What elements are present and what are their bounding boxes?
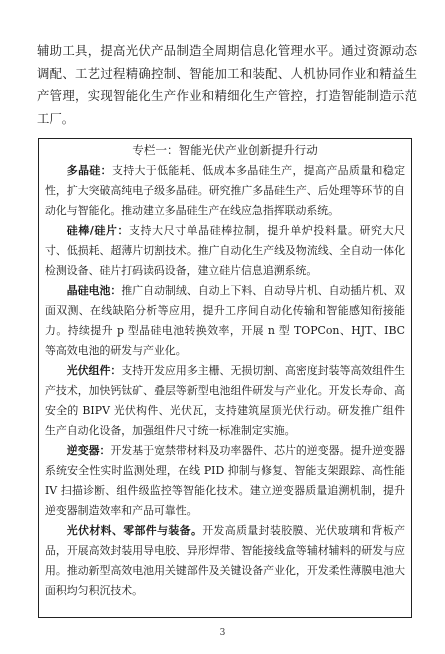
section-text: 支持大尺寸单晶硅棒拉制，提升单炉投料量。研究大尺寸、低损耗、超薄片切割技术。推广自动化生产线及物流线、全自动一体化检测设备、硅片打码读码设备，建立硅片信息追溯系统。	[45, 224, 405, 277]
column-box	[38, 138, 412, 618]
intro-paragraph: 辅助工具，提高光伏产品制造全周期信息化管理水平。通过资源动态调配、工艺过程精确控制、智能加工和装配、人机协同作业和精益生产管理，实现智能化生产作业和精细化生产管控，打造智能制造示范工厂。	[37, 43, 417, 126]
section-lead: 光伏组件：	[66, 364, 122, 377]
section-text: 支持大于低能耗、低成本多晶硅生产，提高产品质量和稳定性，扩大突破高纯电子级多晶硅。研究推广多晶硅生产、后处理等环节的自动化与智能化。推动建立多晶硅生产在线应急指挥联动系统。	[45, 164, 405, 217]
section-materials	[45, 521, 405, 601]
section-inverter	[45, 441, 405, 521]
section-ingot-wafer	[45, 221, 405, 281]
section-text: 支持开发应用多主栅、无损切割、高密度封装等高效组件生产技术，加快钙钛矿、叠层等新型电池组件研发与产业化。开发长寿命、高安全的 BIPV 光伏构件、光伏瓦，支持建筑屋顶光伏行动。研发推广组件生产自动化设备，加强组件尺寸统一标准制定实施。	[45, 364, 405, 437]
section-polysilicon	[45, 161, 405, 221]
section-lead: 逆变器：	[66, 444, 111, 457]
section-cell	[45, 281, 405, 361]
section-text: 推广自动制绒、自动上下料、自动导片机、自动插片机、双面双测、在线缺陷分析等应用，提升工序间自动化传输和智能感知衔接能力。持续提升 p 型晶硅电池转换效率，开展 n 型 TOPCon、HJT、IBC 等高效电池的研发与产业化。	[45, 284, 405, 357]
page-number: 3	[219, 628, 226, 638]
section-lead: 多晶硅：	[66, 164, 112, 177]
section-lead: 晶硅电池：	[66, 284, 122, 297]
section-text: 开发基于宽禁带材料及功率器件、芯片的逆变器。提升逆变器系统安全性实时监测处理，在线 PID 抑制与修复、智能支架跟踪、高性能 IV 扫描诊断、组件级监控等智能化技术。建立逆变器质量追溯机制，提升逆变器制造效率和产品可靠性。	[45, 444, 405, 517]
column-body	[39, 161, 411, 601]
section-lead: 光伏材料、零部件与装备。	[66, 524, 203, 537]
section-text: 开发高质量封装胶膜、光伏玻璃和背板产品，开展高效封装用导电胶、异形焊带、智能接线盒等辅材辅料的研发与应用。推动新型高效电池用关键部件及关键设备产业化，开发柔性薄膜电池大面积均匀积沉技术。	[45, 524, 405, 597]
section-module	[45, 361, 405, 441]
section-lead: 硅棒/硅片：	[66, 224, 130, 237]
column-title: 专栏一：智能光伏产业创新提升行动	[132, 143, 318, 157]
